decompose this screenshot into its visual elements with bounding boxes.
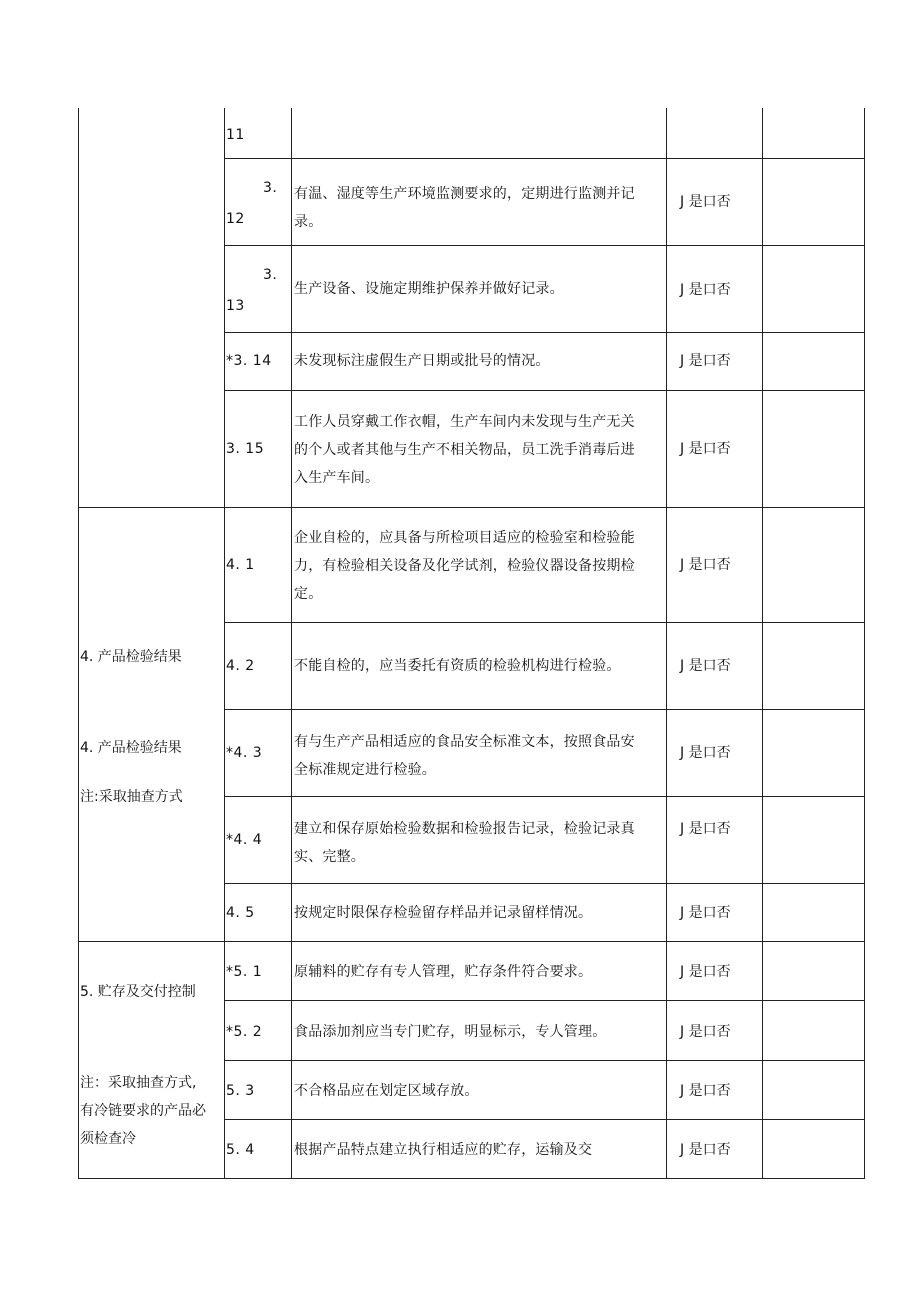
item-requirement <box>294 275 660 303</box>
grid-hline-section-5-top <box>78 941 865 942</box>
requirement-line: 工作人员穿戴工作衣帽，生产车间内未发现与生产无关 <box>294 414 635 430</box>
item-requirement <box>294 1077 660 1105</box>
section-4-title-repeat: 4. 产品检验结果 <box>80 740 182 756</box>
item-check-status: J 是口否 <box>680 658 731 674</box>
item-id: *5. 2 <box>226 1024 263 1040</box>
requirement-line: 按规定时限保存检验留存样品并记录留样情况。 <box>294 905 593 921</box>
item-check-status: J 是口否 <box>680 1024 731 1040</box>
item-id: 5. 3 <box>226 1083 255 1099</box>
requirement-line: 建立和保存原始检验数据和检验报告记录，检验记录真 <box>294 821 635 837</box>
item-id: 4. 1 <box>226 557 255 573</box>
item-requirement <box>294 652 660 680</box>
requirement-line: 食品添加剂应当专门贮存，明显标示，专人管理。 <box>294 1024 607 1040</box>
item-id-prefix: 3. <box>263 180 278 196</box>
grid-hline <box>224 332 865 333</box>
requirement-line: 不能自检的，应当委托有资质的检验机构进行检验。 <box>294 658 621 674</box>
item-check-status: J 是口否 <box>680 194 731 210</box>
item-check-status: J 是口否 <box>680 905 731 921</box>
requirement-line: 录。 <box>294 214 323 230</box>
requirement-line: 未发现标注虚假生产日期或批号的情况。 <box>294 353 550 369</box>
requirement-line: 生产设备、设施定期维护保养并做好记录。 <box>294 281 564 297</box>
requirement-line: 不合格品应在划定区域存放。 <box>294 1083 479 1099</box>
item-id: *4. 4 <box>226 832 263 848</box>
grid-vline-id <box>291 108 292 1179</box>
grid-vline-section <box>224 108 225 1179</box>
grid-hline-bottom <box>78 1178 865 1179</box>
grid-vline-left <box>78 108 79 1179</box>
section-4-title: 4. 产品检验结果 <box>80 649 182 665</box>
section-5-note-line-2: 有冷链要求的产品必 <box>80 1103 206 1119</box>
item-check-status: J 是口否 <box>680 557 731 573</box>
requirement-line: 全标准规定进行检验。 <box>294 762 436 778</box>
requirement-line: 原辅料的贮存有专人管理，贮存条件符合要求。 <box>294 964 593 980</box>
requirement-line: 入生产车间。 <box>294 470 380 486</box>
item-id: *4. 3 <box>226 745 263 761</box>
item-check-status: J 是口否 <box>680 282 731 298</box>
item-requirement <box>294 180 660 236</box>
requirement-line: 根据产品特点建立执行相适应的贮存，运输及交 <box>294 1142 593 1158</box>
item-requirement <box>294 958 660 986</box>
item-requirement <box>294 815 660 871</box>
item-check-status: J 是口否 <box>680 745 731 761</box>
item-requirement <box>294 524 660 608</box>
grid-hline <box>224 1119 865 1120</box>
item-id: 3. 15 <box>226 441 265 457</box>
section-4-note: 注:采取抽查方式 <box>80 789 183 805</box>
section-5-note-line-1: 注：采取抽查方式, <box>80 1075 197 1091</box>
item-requirement <box>294 899 660 927</box>
requirement-line: 实、完整。 <box>294 849 365 865</box>
grid-hline <box>224 1000 865 1001</box>
item-check-status: J 是口否 <box>680 821 731 837</box>
item-id: 4. 5 <box>226 905 255 921</box>
item-requirement <box>294 408 660 492</box>
item-check-status: J 是口否 <box>680 1142 731 1158</box>
item-id: *5. 1 <box>226 964 263 980</box>
item-id: 11 <box>226 127 245 143</box>
item-id-prefix: 3. <box>263 267 278 283</box>
requirement-line: 力，有检验相关设备及化学试剂，检验仪器设备按期检 <box>294 558 635 574</box>
item-requirement <box>294 347 660 375</box>
requirement-line: 企业自检的，应具备与所检项目适应的检验室和检验能 <box>294 530 635 546</box>
requirement-line: 的个人或者其他与生产不相关物品，员工洗手消毒后进 <box>294 442 635 458</box>
item-id: 5. 4 <box>226 1142 255 1158</box>
grid-hline <box>224 390 865 391</box>
section-5-title: 5. 贮存及交付控制 <box>80 984 196 1000</box>
grid-hline <box>224 796 865 797</box>
requirement-line: 有与生产产品相适应的食品安全标准文本，按照食品安 <box>294 734 635 750</box>
grid-vline-right <box>864 108 865 1179</box>
item-requirement <box>294 1018 660 1046</box>
grid-hline <box>224 245 865 246</box>
grid-hline <box>224 1060 865 1061</box>
requirement-line: 有温、湿度等生产环境监测要求的，定期进行监测并记 <box>294 186 635 202</box>
grid-hline <box>224 158 865 159</box>
item-check-status: J 是口否 <box>680 1083 731 1099</box>
item-check-status: J 是口否 <box>680 441 731 457</box>
item-id: 4. 2 <box>226 658 255 674</box>
section-5-note-line-3: 须检查冷 <box>80 1131 136 1147</box>
grid-hline <box>224 622 865 623</box>
grid-hline <box>224 883 865 884</box>
item-check-status: J 是口否 <box>680 964 731 980</box>
requirement-line: 定。 <box>294 586 323 602</box>
item-id-suffix: 12 <box>226 211 245 227</box>
grid-hline <box>224 709 865 710</box>
grid-vline-check <box>762 108 763 1179</box>
item-check-status: J 是口否 <box>680 353 731 369</box>
grid-hline-section-4-top <box>78 507 865 508</box>
item-id: *3. 14 <box>226 353 272 369</box>
grid-vline-content <box>666 108 667 1179</box>
item-id-suffix: 13 <box>226 298 245 314</box>
item-requirement <box>294 728 660 784</box>
item-requirement <box>294 1136 660 1164</box>
